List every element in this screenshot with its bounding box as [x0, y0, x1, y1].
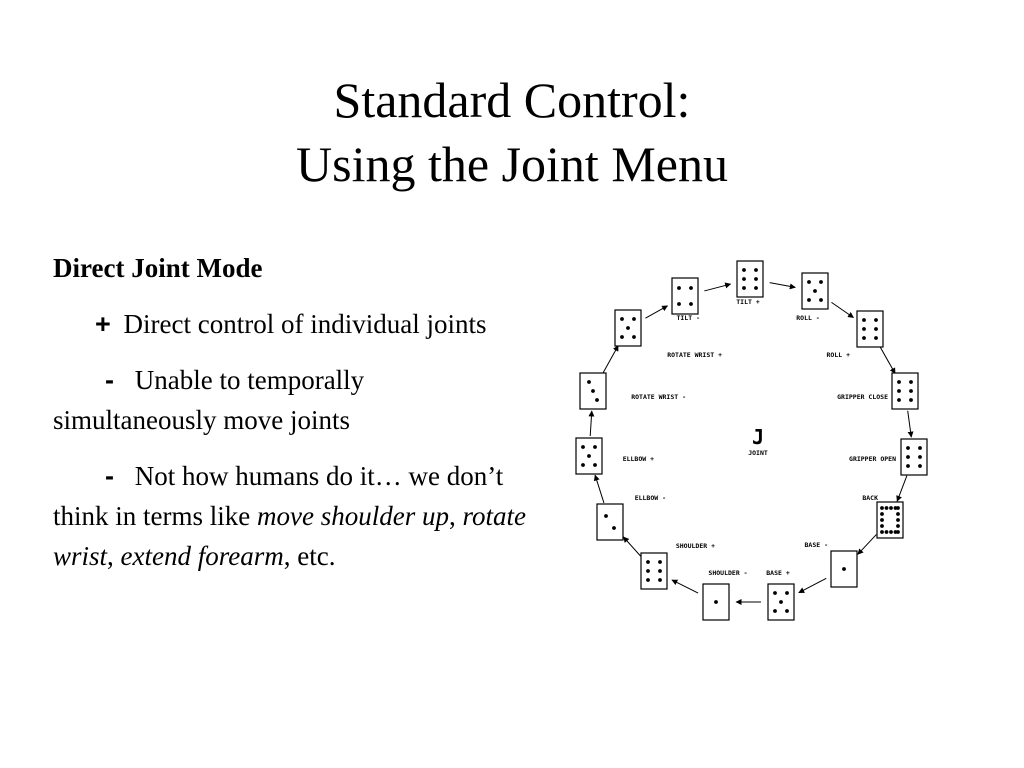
card-dot — [896, 518, 900, 522]
card-dot — [785, 591, 789, 595]
slide-title — [0, 68, 1024, 196]
joint-card-label: ROLL + — [826, 351, 850, 359]
card-dot — [754, 268, 758, 272]
bullet-text: , — [448, 501, 463, 531]
card-dot — [880, 518, 884, 522]
card-dot — [742, 268, 746, 272]
flow-arrow — [858, 535, 877, 555]
card-dot — [880, 530, 884, 534]
card-dot — [626, 326, 630, 330]
card-dot — [862, 318, 866, 322]
card-frame — [737, 261, 763, 297]
italic-phrase: rotate wrist — [53, 501, 526, 571]
joint-menu-svg — [560, 248, 940, 628]
bullet-item — [53, 360, 533, 440]
joint-card-label: ROLL - — [796, 314, 820, 322]
card-dot — [807, 280, 811, 284]
section-heading: Direct Joint Mode — [53, 253, 263, 283]
bullet-text: Not how humans do it… we don’t think in terms like — [53, 461, 504, 531]
joint-card[interactable] — [901, 439, 927, 475]
card-dot — [658, 560, 662, 564]
card-dot — [581, 445, 585, 449]
card-dot — [646, 578, 650, 582]
joint-card[interactable] — [703, 584, 729, 620]
card-dot — [819, 280, 823, 284]
card-dot — [897, 380, 901, 384]
joint-card[interactable] — [576, 438, 602, 474]
joint-card-label: TILT + — [736, 298, 760, 306]
bullet-text: Direct control of individual joints — [116, 309, 487, 339]
slide-body — [53, 248, 533, 576]
card-dot — [909, 380, 913, 384]
card-dot — [906, 464, 910, 468]
card-dot — [896, 524, 900, 528]
card-frame — [641, 553, 667, 589]
card-dot — [646, 560, 650, 564]
flow-arrow — [831, 302, 853, 317]
joint-card[interactable] — [831, 551, 857, 587]
joint-card-label: GRIPPER CLOSE — [837, 393, 888, 401]
card-dot — [842, 567, 846, 571]
card-dot — [862, 336, 866, 340]
center-label: JOINT — [748, 449, 768, 457]
card-frame — [892, 373, 918, 409]
card-dot — [896, 512, 900, 516]
card-dot — [874, 318, 878, 322]
card-dot — [906, 455, 910, 459]
card-frame — [857, 311, 883, 347]
joint-card-label: ELLBOW + — [622, 455, 654, 463]
joint-card[interactable] — [641, 553, 667, 589]
card-frame — [672, 278, 698, 314]
joint-card[interactable] — [597, 504, 623, 540]
flow-arrow — [770, 283, 796, 288]
card-dot — [591, 389, 595, 393]
card-dot — [906, 446, 910, 450]
card-dot — [773, 609, 777, 613]
card-dot — [620, 317, 624, 321]
card-frame — [597, 504, 623, 540]
joint-card-label: ROTATE WRIST - — [631, 393, 686, 401]
flow-arrow — [623, 537, 640, 556]
card-dot — [612, 526, 616, 530]
card-dot — [714, 600, 718, 604]
card-frame — [901, 439, 927, 475]
flow-arrow — [908, 411, 912, 437]
card-dot — [742, 277, 746, 281]
flow-arrow — [645, 306, 667, 318]
center-letter: J — [751, 425, 765, 449]
minus-marker: - — [105, 365, 114, 395]
joint-card[interactable] — [768, 584, 794, 620]
italic-phrase: extend forearm — [120, 541, 284, 571]
joint-card[interactable] — [672, 278, 698, 314]
card-dot — [632, 335, 636, 339]
bullet-text: Unable to temporally simultaneously move joints — [53, 365, 365, 435]
card-dot — [918, 464, 922, 468]
card-dot — [874, 327, 878, 331]
card-dot — [880, 512, 884, 516]
card-dot — [593, 463, 597, 467]
bullet-item — [53, 304, 533, 344]
joint-card-label: BASE + — [766, 569, 790, 577]
card-dot — [819, 298, 823, 302]
card-dot — [581, 463, 585, 467]
joint-card-label: SHOULDER + — [675, 542, 715, 550]
card-dot — [880, 524, 884, 528]
card-dot — [677, 302, 681, 306]
card-dot — [658, 578, 662, 582]
card-dot — [779, 600, 783, 604]
bullet-item — [53, 456, 533, 576]
title-line-2: Using the Joint Menu — [296, 136, 728, 192]
card-dot — [785, 609, 789, 613]
card-dot — [885, 506, 889, 510]
card-dot — [885, 530, 889, 534]
flow-arrow — [595, 475, 604, 503]
card-dot — [604, 514, 608, 518]
flow-arrow — [672, 580, 698, 593]
joint-card-label: SHOULDER - — [708, 569, 748, 577]
flow-arrow — [704, 284, 730, 291]
joint-card-label: ROTATE WRIST + — [667, 351, 722, 359]
bullet-text: , — [107, 541, 121, 571]
italic-phrase: move shoulder up — [256, 501, 449, 531]
card-dot — [754, 286, 758, 290]
joint-card[interactable] — [857, 311, 883, 347]
joint-card-label: GRIPPER OPEN — [849, 455, 896, 463]
joint-card[interactable] — [892, 373, 918, 409]
bullet-list — [53, 304, 533, 576]
joint-card[interactable] — [737, 261, 763, 297]
card-dot — [658, 569, 662, 573]
card-dot — [807, 298, 811, 302]
joint-card[interactable] — [802, 273, 828, 309]
joint-card[interactable] — [580, 373, 606, 409]
card-dot — [754, 277, 758, 281]
card-dot — [593, 445, 597, 449]
joint-card-label: BASE - — [804, 541, 828, 549]
joint-card[interactable] — [615, 310, 641, 346]
card-dot — [632, 317, 636, 321]
card-dot — [646, 569, 650, 573]
card-dot — [909, 389, 913, 393]
flow-arrow — [799, 578, 827, 592]
card-dot — [889, 530, 893, 534]
joint-card-label: ELLBOW - — [634, 494, 666, 502]
card-dot — [677, 286, 681, 290]
flow-arrow — [603, 345, 619, 373]
bullet-text: , etc. — [283, 541, 336, 571]
card-dot — [689, 302, 693, 306]
joint-card[interactable] — [877, 502, 903, 538]
minus-marker: - — [105, 461, 114, 491]
card-dot — [918, 455, 922, 459]
card-dot — [620, 335, 624, 339]
card-dot — [896, 530, 900, 534]
plus-marker: + — [95, 309, 111, 339]
card-dot — [862, 327, 866, 331]
flow-arrow — [590, 411, 592, 436]
card-dot — [773, 591, 777, 595]
joint-card-label: TILT - — [676, 314, 700, 322]
flow-arrow — [880, 346, 895, 373]
title-line-1: Standard Control: — [333, 72, 691, 128]
card-dot — [587, 454, 591, 458]
card-dot — [689, 286, 693, 290]
card-dot — [874, 336, 878, 340]
joint-menu-diagram — [560, 248, 940, 628]
joint-card-label: BACK — [862, 494, 878, 502]
card-dot — [909, 398, 913, 402]
card-dot — [742, 286, 746, 290]
card-dot — [897, 389, 901, 393]
card-dot — [896, 506, 900, 510]
card-dot — [587, 380, 591, 384]
card-dot — [880, 506, 884, 510]
card-dot — [813, 289, 817, 293]
card-dot — [918, 446, 922, 450]
card-dot — [889, 506, 893, 510]
card-dot — [897, 398, 901, 402]
card-dot — [595, 398, 599, 402]
flow-arrow — [897, 476, 907, 502]
